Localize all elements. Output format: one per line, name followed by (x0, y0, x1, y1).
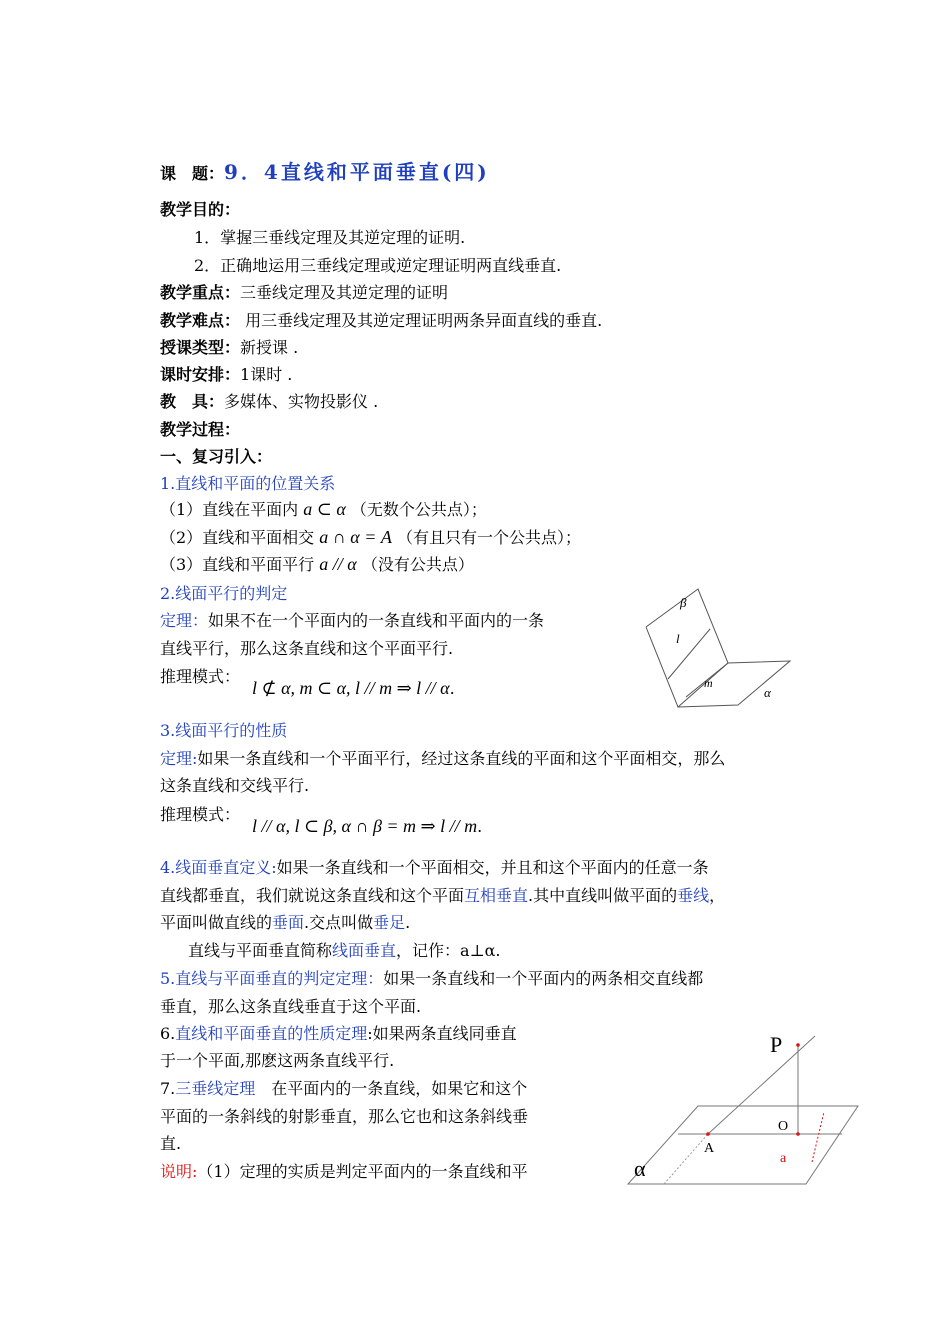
label-beta: β (680, 595, 687, 610)
item3-theorem-label: 定理: (160, 749, 198, 768)
item1-line-3-note: （没有公共点） (361, 555, 474, 574)
item3-heading (160, 721, 287, 741)
item6-title: 直线和平面垂直的性质定理 (175, 1024, 368, 1043)
figure-plane-parallel (640, 585, 800, 715)
tools-label: 教 具： (160, 392, 225, 411)
objective-2: 2．正确地运用三垂线定理或逆定理证明两直线垂直. (194, 256, 562, 275)
item1-line-1-math: a ⊂ α (303, 499, 346, 519)
note-text: （1）定理的实质是判定平面内的一条直线和平 (197, 1162, 528, 1181)
item4-line-1 (160, 858, 709, 878)
item4-line-4 (188, 941, 501, 961)
label-m: m (704, 676, 713, 690)
item4-text-3b: .交点叫做 (304, 913, 374, 932)
item4-text-2b: .其中直线叫做平面的 (528, 886, 678, 905)
item3-num: 3. (160, 721, 176, 740)
item4-text-2: 直线都垂直，我们就说这条直线和这个平面 (160, 886, 465, 905)
item5-line-1 (160, 969, 703, 989)
plane-beta-outline (646, 589, 728, 707)
oblique-extension-dashed (664, 1134, 708, 1184)
item5-text-1: 如果一条直线和一个平面内的两条相交直线都 (383, 969, 704, 988)
item3-model-formula (252, 816, 482, 837)
label-O: O (778, 1119, 789, 1134)
item2-model-end: . (449, 679, 455, 698)
item4-line-2 (160, 886, 725, 906)
item1-title: 直线和平面的位置关系 (175, 474, 336, 493)
item1-line-3-text: （3）直线和平面平行 (160, 555, 315, 574)
item2-title: 线面平行的判定 (175, 584, 288, 603)
schedule-label: 课时安排： (160, 365, 241, 384)
item4-text-3: 平面叫做直线的 (160, 913, 273, 932)
objective-1: 1．掌握三垂线定理及其逆定理的证明. (194, 228, 466, 247)
item6-num: 6. (160, 1024, 176, 1043)
difficulty-line (160, 311, 602, 331)
item1-line-2-note: （有且只有一个公共点）； (396, 528, 581, 547)
item1-line-1 (160, 499, 487, 520)
item3-theorem-text-1: 如果一条直线和一个平面平行，经过这条直线的平面和这个平面相交，那么 (197, 749, 726, 768)
item7-text-1: 在平面内的一条直线，如果它和这个 (255, 1079, 528, 1098)
item7-title: 三垂线定理 (175, 1079, 256, 1098)
item1-line-2-text: （2）直线和平面相交 (160, 528, 315, 547)
item1-num: 1. (160, 474, 176, 493)
item1-heading (160, 474, 335, 494)
item4-text-3c: . (405, 913, 411, 932)
item2-theorem-label: 定理： (160, 611, 209, 630)
item3-theorem-line-1 (160, 749, 725, 769)
key-point-text: 三垂线定理及其逆定理的证明 (240, 283, 449, 302)
item4-notation: ，记作：a⊥α. (396, 941, 501, 960)
item4-num: 4. (160, 858, 176, 877)
item2-model-formula (252, 678, 455, 699)
title-label: 课 题： (160, 164, 225, 183)
item2-theorem-text-1: 如果不在一个平面内的一条直线和平面内的一条 (208, 611, 545, 630)
lesson-title-line (160, 162, 490, 184)
oblique-line-PA (708, 1036, 815, 1134)
item1-line-2 (160, 527, 581, 548)
lesson-title: 9．4直线和平面垂直(四) (224, 160, 490, 184)
section-review-heading: 一、复习引入： (160, 447, 273, 466)
item1-line-3-math: a // α (319, 554, 357, 574)
item6-line-2: 于一个平面,那麽这两条直线平行. (160, 1051, 395, 1070)
label-P: P (770, 1032, 783, 1057)
schedule-text: 1课时 . (240, 365, 293, 384)
item1-line-1-text: （1）直线在平面内 (160, 500, 299, 519)
item7-line-1 (160, 1079, 527, 1099)
item4-line-3 (160, 913, 410, 933)
difficulty-label: 教学难点： (160, 311, 241, 330)
lesson-type-label: 授课类型： (160, 338, 241, 357)
figure-three-perpendiculars (620, 1024, 865, 1194)
item3-theorem-line-2: 这条直线和交线平行. (160, 776, 310, 795)
term-line-plane-perpendicular: 线面垂直 (332, 941, 397, 960)
label-A: A (704, 1141, 715, 1156)
item6-text-1: :如果两条直线同垂直 (367, 1024, 517, 1043)
item2-model-math: l ⊄ α, m ⊂ α, l // m ⇒ l // α (252, 678, 450, 698)
item1-line-2-math: a ∩ α = A (319, 527, 392, 547)
objectives-heading: 教学目的： (160, 200, 241, 219)
label-alpha: α (634, 1156, 646, 1181)
schedule-line (160, 365, 292, 385)
item7-line-2: 平面的一条斜线的射影垂直，那么它也和这条斜线垂 (160, 1107, 529, 1126)
item2-theorem-line-2: 直线平行，那么这条直线和这个平面平行. (160, 639, 454, 658)
item4-title: 线面垂直定义: (175, 858, 277, 877)
note-line (160, 1162, 528, 1182)
term-mutually-perpendicular: 互相垂直 (464, 886, 529, 905)
item7-line-3: 直. (160, 1134, 182, 1153)
plane-alpha (628, 1106, 858, 1184)
term-perpendicular-plane: 垂面 (272, 913, 305, 932)
point-P (796, 1043, 800, 1047)
item7-num: 7. (160, 1079, 176, 1098)
item3-title: 线面平行的性质 (175, 721, 288, 740)
item2-model-label: 推理模式： (160, 667, 241, 686)
item2-num: 2. (160, 584, 176, 603)
difficulty-text: 用三垂线定理及其逆定理证明两条异面直线的垂直. (240, 311, 603, 330)
item3-model-math: l // α, l ⊂ β, α ∩ β = m ⇒ l // m (252, 816, 478, 836)
item1-line-1-note: （无数个公共点）； (350, 500, 487, 519)
term-perpendicular-line: 垂线 (677, 886, 710, 905)
item3-model-end: . (477, 817, 483, 836)
item3-model-label: 推理模式： (160, 805, 241, 824)
line-a (812, 1112, 824, 1162)
tools-line (160, 392, 378, 412)
item2-theorem-line-1 (160, 611, 544, 631)
process-heading: 教学过程： (160, 420, 241, 439)
tools-text: 多媒体、实物投影仪 . (224, 392, 379, 411)
item2-heading (160, 584, 287, 604)
lesson-type-text: 新授课 . (240, 338, 299, 357)
lesson-type-line (160, 338, 298, 358)
key-point-label: 教学重点： (160, 283, 241, 302)
label-a: a (780, 1151, 787, 1166)
item5-title: 直线与平面垂直的判定定理： (175, 969, 384, 988)
item4-text-1: 如果一条直线和一个平面相交，并且和这个平面内的任意一条 (276, 858, 709, 877)
key-point-line (160, 283, 448, 303)
item4-text-4: 直线与平面垂直简称 (188, 941, 333, 960)
item1-line-3 (160, 554, 474, 575)
item4-text-2c: ， (709, 886, 726, 905)
item5-line-2: 垂直，那么这条直线垂直于这个平面. (160, 997, 422, 1016)
note-label: 说明: (160, 1162, 198, 1181)
plane-alpha-outline (678, 661, 790, 707)
line-l (668, 629, 710, 679)
item6-line-1 (160, 1024, 517, 1044)
point-A (706, 1132, 710, 1136)
term-foot: 垂足 (373, 913, 406, 932)
item5-num: 5. (160, 969, 176, 988)
point-O (796, 1132, 800, 1136)
label-alpha: α (764, 685, 771, 700)
label-l: l (676, 631, 680, 646)
